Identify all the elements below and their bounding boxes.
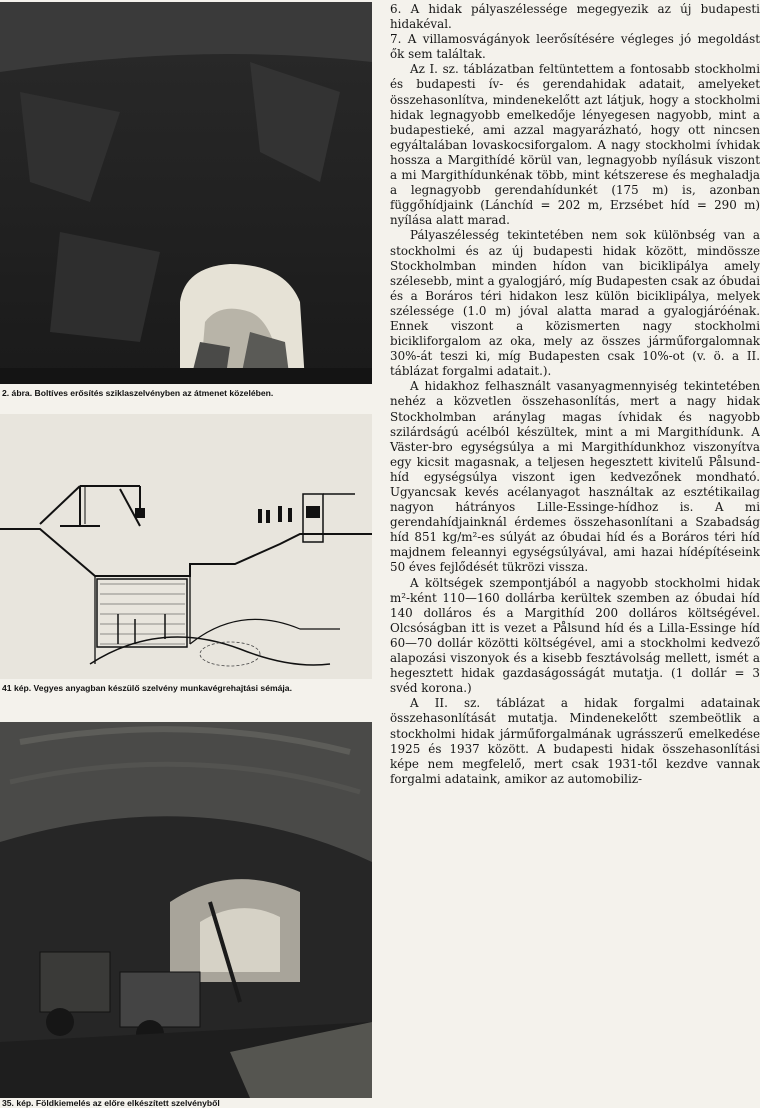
paragraph: A költségek szempontjából a nagyobb stockholmi hidak m²-ként 110—160 dollárba kerültek szemben az óbudai híd 140 dolláros és a Margithíd 200 dolláros költségével. Olcsóságban itt is vezet a Pålsund híd és a Lilla-Essinge híd 60—70 dollár közötti költségével, ami a stockholmi kedvező alapozási viszonyok és a kisebb fesztávolság mellett, ismét a hegesztett hidak gazdaságosságát mutatja. (1 dollár = 3 svéd korona.) (390, 575, 760, 696)
paragraph: A II. sz. táblázat a hidak forgalmi adatainak összehasonlítását mutatja. Mindenekelőtt szembeötlik a stockholmi hidak járműforgalmának ugrásszerű emelkedése 1925 és 1937 között. A budapesti hidak összehasonlítási képe nem megfelelő, mert csak 1931-től kezdve vannak forgalmi adataink, amikor az automobiliz- (390, 696, 760, 786)
paragraph: Az I. sz. táblázatban feltüntettem a fontosabb stockholmi és budapesti ív- és gerendahidak adatait, amelyeket összehasonlítva, mindenekelőtt azt látjuk, hogy a stockholmi hidak legnagyobb emelkedője lényegesen nagyobb, mint a budapestieké, ami azzal magyarázható, hogy ott nincsen egyáltalában lovaskocsiforgalom. A nagy stockholmi ívhidak hossza a Margithídé körül van, legnagyobb nyílásuk viszont a mi Margithídunkénak több, mint kétszerese és meghaladja a legnagyobb gerendahídunkét (175 m) is, azonban függőhídjaink (Lánchíd = 202 m, Erzsébet híd = 290 m) nyílása alatt marad. (390, 62, 760, 228)
paragraph: A hidakhoz felhasznált vasanyagmennyiség tekintetében nehéz a közvetlen összehasonlítás, mert a nagy hidak Stockholmban aránylag magas ívhidak és nagyobb szilárdságú acélból készültek, mint a mi Margithídunk. A Väster-bro egységsúlya a mi Margithídunkhoz viszonyítva egy kicsit magasnak, a teljesen hegesztett kivitelű Pålsund-híd egységsúlya viszont igen kedvezőnek mondható. Ugyancsak kevés acélanyagot használtak az esztétikailag nagyon hátrányos Lille-Essinge-hídhoz is. A mi gerendahídjainknál érdemes összehasonlítani a Szabadság híd 851 kg/m²-es súlyát az óbudai híd és a Boráros téri híd majdnem feleannyi egységsúlyával, ami hazai hídépítéseink 50 éves fejlődését tükrözi vissza. (390, 379, 760, 575)
article-column (390, 2, 760, 787)
figure-caption: 2. ábra. Boltíves erősítés sziklaszelvényben az átmenet közelében. (2, 388, 274, 398)
figure-excavation-photo (0, 722, 372, 1098)
paragraph: 6. A hidak pályaszélessége megegyezik az új budapesti hidakéval. (390, 2, 760, 32)
paragraph: 7. A villamosvágányok leerősítésére végleges jó megoldást ők sem találtak. (390, 32, 760, 62)
figure-tunnel-photo (0, 2, 372, 384)
figure-caption: 41 kép. Vegyes anyagban készülő szelvény munkavégrehajtási sémája. (2, 683, 292, 693)
figure-caption: 35. kép. Földkiemelés az előre elkészített szelvényből (2, 1098, 220, 1108)
figure-scheme-drawing (0, 414, 372, 679)
paragraph: Pályaszélesség tekintetében nem sok különbség van a stockholmi és az új budapesti hidak között, mindössze Stockholmban minden hídon van biciklipálya amely szélesebb, mint a gyalogjáró, míg Budapesten csak az óbudai és a Boráros téri hidakon lesz külön biciklipálya, melyek szélessége (1.0 m) jóval alatta marad a gyalogjáróénak. Ennek viszont a közismerten nagy stockholmi bicikliforgalom az oka, mely az összes járműforgalomnak 30%-át teszi ki, míg Budapesten csak 10%-ot (v. ö. a II. táblázat forgalmi adatait.). (390, 228, 760, 379)
